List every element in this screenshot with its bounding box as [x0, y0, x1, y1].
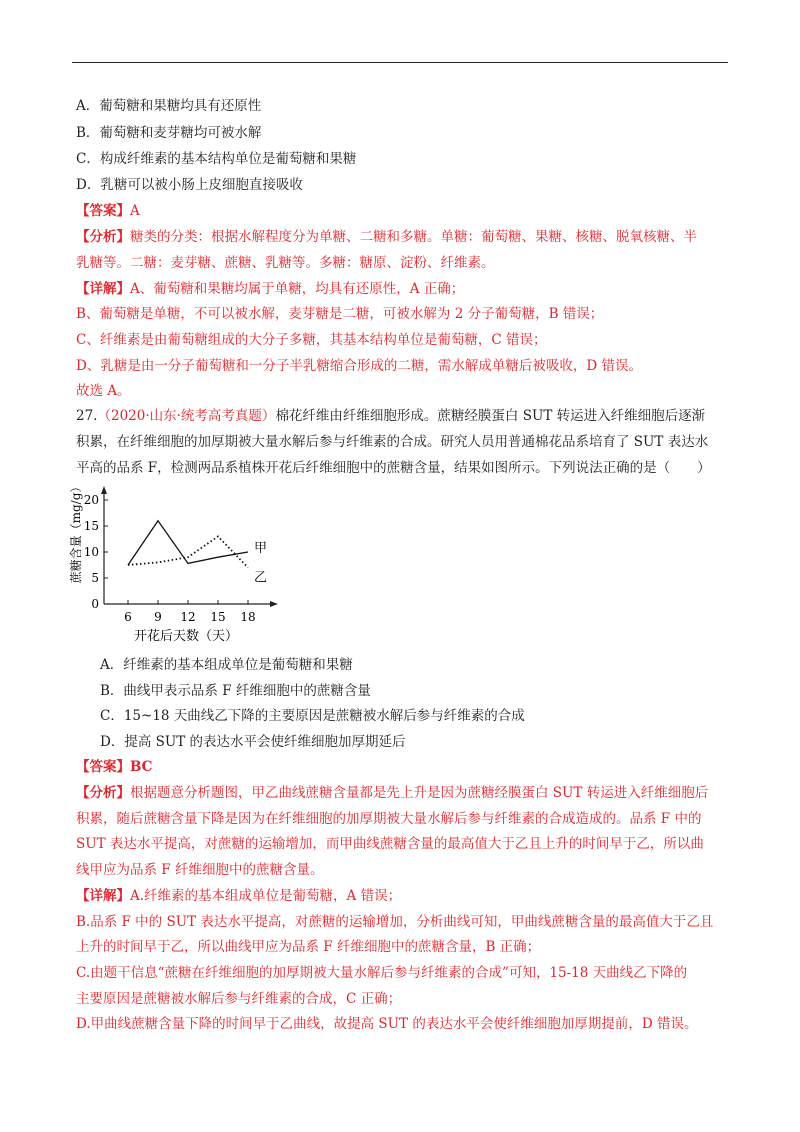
question-number: 27. — [76, 408, 98, 424]
prev-option-c: C．构成纤维素的基本结构单位是葡萄糖和果糖 — [76, 151, 357, 167]
y-tick-label: 5 — [91, 571, 99, 585]
prev-detail-conclusion: 故选 A。 — [76, 383, 131, 399]
x-tick-label: 12 — [180, 610, 196, 624]
series-label-甲: 甲 — [254, 541, 268, 556]
detail-tag: 【详解】 — [76, 888, 130, 904]
y-axis-label: 蔗糖含量（mg/g） — [69, 480, 83, 584]
header-rule — [72, 62, 728, 63]
analysis-line-2: 积累，随后蔗糖含量下降是因为在纤维细胞的加厚期被大量水解后参与纤维素的合成造成的。品系 F 中的 — [76, 811, 702, 827]
sucrose-chart — [66, 478, 296, 643]
detail-line-6: D.甲曲线蔗糖含量下降的时间早于乙曲线，故提高 SUT 的表达水平会使纤维细胞加厚期提前，D 错误。 — [76, 1016, 698, 1032]
detail-line-5: 主要原因是蔗糖被水解后参与纤维素的合成，C 正确； — [76, 991, 402, 1007]
analysis-tag: 【分析】 — [76, 785, 130, 801]
prev-detail-line-1 — [76, 279, 464, 299]
detail-text: A、葡萄糖和果糖均属于单糖，均具有还原性，A 正确； — [130, 281, 465, 297]
option-c: C．15~18 天曲线乙下降的主要原因是蔗糖被水解后参与纤维素的合成 — [100, 708, 525, 724]
prev-option-a: A．葡萄糖和果糖均具有还原性 — [76, 98, 262, 114]
option-b: B．曲线甲表示品系 F 纤维细胞中的蔗糖含量 — [100, 683, 371, 699]
analysis-line-3: SUT 表达水平提高，对蔗糖的运输增加，而甲曲线蔗糖含量的最高值大于乙且上升的时间早于乙，所以曲 — [76, 836, 704, 852]
analysis-text: 根据题意分析题图，甲乙曲线蔗糖含量都是先上升是因为蔗糖经膜蛋白 SUT 转运进入纤维细胞后 — [130, 785, 709, 801]
detail-line-4: C.由题干信息“蔗糖在纤维细胞的加厚期被大量水解后参与纤维素的合成”可知，15-18 天曲线乙下降的 — [76, 965, 688, 981]
answer-value: A — [130, 203, 140, 219]
prev-detail-line-2: B、葡萄糖是单糖，不可以被水解，麦芽糖是二糖，可被水解为 2 分子葡萄糖，B 错误； — [76, 306, 604, 322]
x-axis-label: 开花后天数（天） — [133, 629, 239, 643]
prev-option-b: B．葡萄糖和麦芽糖均可被水解 — [76, 125, 262, 141]
x-tick-label: 15 — [210, 610, 226, 624]
answer — [76, 757, 152, 777]
answer-value: BC — [130, 759, 153, 775]
detail-line-1 — [76, 886, 401, 906]
option-a: A．纤维素的基本组成单位是葡萄糖和果糖 — [100, 657, 353, 673]
y-tick-label: 0 — [91, 597, 99, 611]
x-axis-arrow — [270, 601, 278, 607]
analysis-tag: 【分析】 — [76, 229, 130, 245]
question-line-1 — [76, 406, 705, 426]
y-tick-label: 20 — [83, 493, 99, 507]
answer-tag: 【答案】 — [76, 203, 130, 219]
question-source: （2020·山东·统考高考真题） — [97, 408, 276, 424]
detail-text: A.纤维素的基本组成单位是葡萄糖，A 错误； — [130, 888, 402, 904]
question-text: 棉花纤维由纤维细胞形成。蔗糖经膜蛋白 SUT 转运进入纤维细胞后逐渐 — [275, 408, 706, 424]
question-line-3: 平高的品系 F，检测两品系植株开花后纤维细胞中的蔗糖含量，结果如图所示。下列说法正确的是（ ） — [76, 460, 711, 476]
chart-svg — [66, 478, 296, 643]
question-line-2: 积累，在纤维细胞的加厚期被大量水解后参与纤维素的合成。研究人员用普通棉花品系培育了 SUT 表达水 — [76, 434, 709, 450]
y-tick-label: 10 — [83, 545, 99, 559]
series-line-甲 — [128, 521, 248, 565]
detail-line-3: 上升的时间早于乙，所以曲线甲应为品系 F 纤维细胞中的蔗糖含量，B 正确； — [76, 939, 541, 955]
x-tick-label: 6 — [124, 610, 132, 624]
prev-analysis-line-1 — [76, 227, 697, 247]
prev-analysis-line-2: 乳糖等。二糖：麦芽糖、蔗糖、乳糖等。多糖：糖原、淀粉、纤维素。 — [76, 255, 495, 271]
detail-tag: 【详解】 — [76, 281, 130, 297]
y-axis-arrow — [101, 486, 107, 494]
x-tick-label: 18 — [240, 610, 256, 624]
prev-detail-line-3: C、纤维素是由葡萄糖组成的大分子多糖，其基本结构单位是葡萄糖，C 错误； — [76, 332, 547, 348]
prev-option-d: D．乳糖可以被小肠上皮细胞直接吸收 — [76, 177, 303, 193]
x-tick-label: 9 — [154, 610, 162, 624]
analysis-line-4: 线甲应为品系 F 纤维细胞中的蔗糖含量。 — [76, 862, 324, 878]
answer-tag: 【答案】 — [76, 759, 130, 775]
prev-detail-line-4: D、乳糖是由一分子葡萄糖和一分子半乳糖缩合形成的二糖，需水解成单糖后被吸收，D 错误。 — [76, 358, 642, 374]
analysis-text: 糖类的分类：根据水解程度分为单糖、二糖和多糖。单糖：葡萄糖、果糖、核糖、脱氧核糖、半 — [130, 229, 697, 245]
y-tick-label: 15 — [83, 519, 99, 533]
analysis-line-1 — [76, 783, 708, 803]
detail-line-2: B.品系 F 中的 SUT 表达水平提高，对蔗糖的运输增加，分析曲线可知，甲曲线蔗糖含量的最高值大于乙且 — [76, 914, 714, 930]
prev-answer — [76, 201, 140, 221]
series-label-乙: 乙 — [254, 570, 268, 586]
option-d: D．提高 SUT 的表达水平会使纤维细胞加厚期延后 — [100, 734, 406, 750]
